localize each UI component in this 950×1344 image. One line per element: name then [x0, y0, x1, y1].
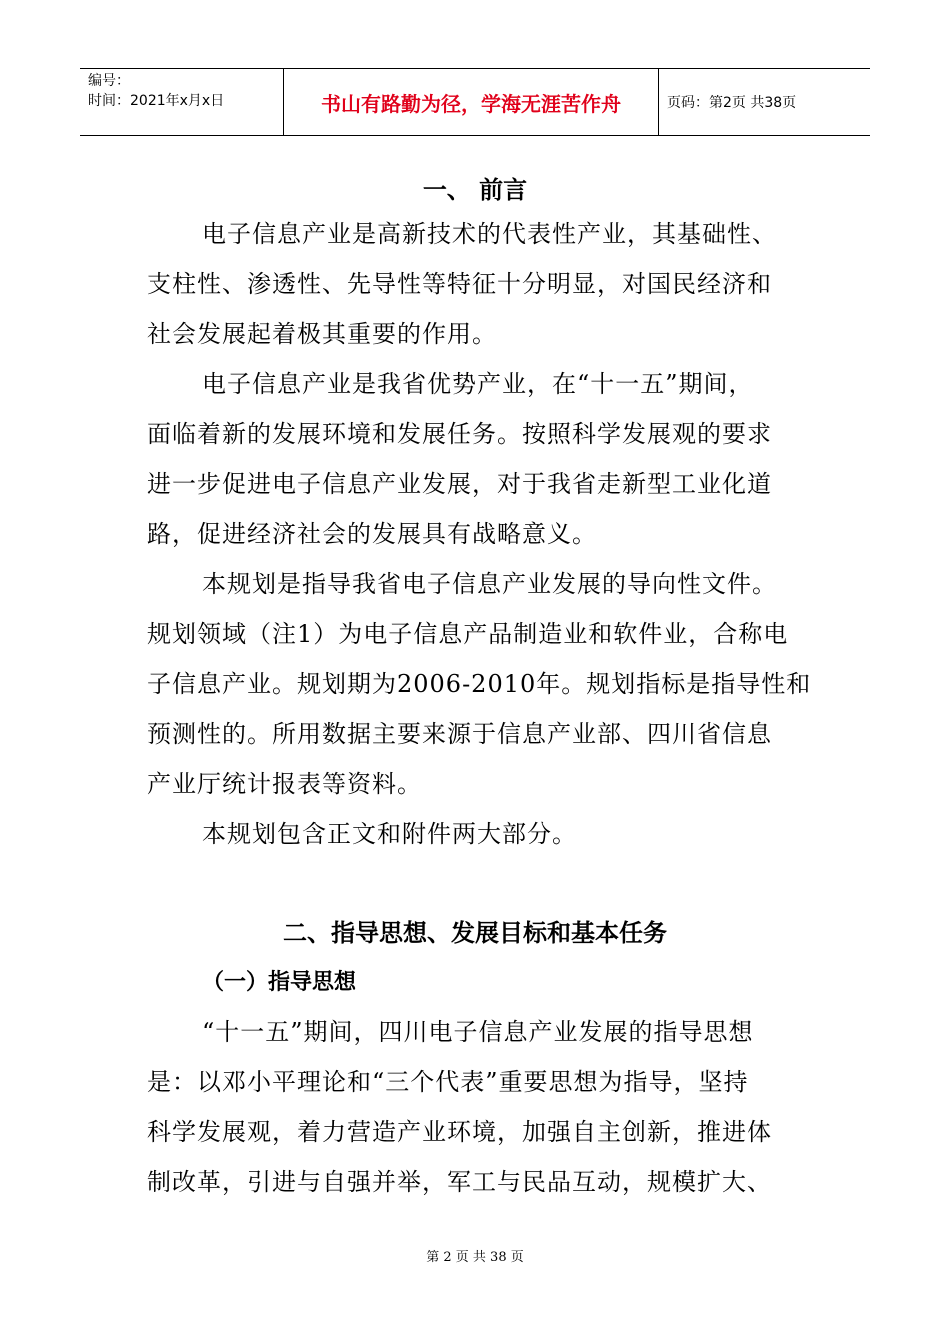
section-1-title: 一、 前言 — [422, 176, 528, 204]
number-label: 编号： — [88, 73, 130, 89]
body-line: 进一步促进电子信息产业发展，对于我省走新型工业化道 — [147, 470, 772, 498]
body-line: 电子信息产业是我省优势产业，在“十一五”期间， — [202, 370, 754, 398]
header-meta — [80, 69, 284, 135]
page-footer: 第 2 页 共 38 页 — [426, 1250, 524, 1265]
body-line: 制改革，引进与自强并举，军工与民品互动，规模扩大、 — [147, 1168, 772, 1196]
time-label: 时间：2021年x月x日 — [88, 93, 225, 109]
body-line: 规划领域（注1）为电子信息产品制造业和软件业，合称电 — [147, 620, 789, 648]
page-header — [80, 68, 870, 136]
body-line: 是：以邓小平理论和“三个代表”重要思想为指导，坚持 — [147, 1068, 749, 1096]
body-line: 本规划是指导我省电子信息产业发展的导向性文件。 — [202, 570, 777, 598]
body-line: 本规划包含正文和附件两大部分。 — [202, 820, 577, 848]
subsection-title: （一）指导思想 — [202, 970, 357, 995]
body-line: 产业厅统计报表等资料。 — [147, 770, 422, 798]
body-line: 社会发展起着极其重要的作用。 — [147, 320, 497, 348]
body-line: 支柱性、渗透性、先导性等特征十分明显，对国民经济和 — [147, 270, 772, 298]
body-line: 路，促进经济社会的发展具有战略意义。 — [147, 520, 597, 548]
body-line: 子信息产业。规划期为2006-2010年。规划指标是指导性和 — [147, 670, 812, 698]
body-line: 电子信息产业是高新技术的代表性产业，其基础性、 — [202, 220, 777, 248]
header-motto: 书山有路勤为径，学海无涯苦作舟 — [284, 69, 659, 135]
section-2-title: 二、指导思想、发展目标和基本任务 — [283, 919, 667, 947]
body-line: 预测性的。所用数据主要来源于信息产业部、四川省信息 — [147, 720, 772, 748]
body-line: “十一五”期间，四川电子信息产业发展的指导思想 — [202, 1018, 754, 1046]
header-page-info: 页码：第2页 共38页 — [667, 95, 797, 111]
body-line: 科学发展观，着力营造产业环境，加强自主创新，推进体 — [147, 1118, 772, 1146]
body-line: 面临着新的发展环境和发展任务。按照科学发展观的要求 — [147, 420, 772, 448]
